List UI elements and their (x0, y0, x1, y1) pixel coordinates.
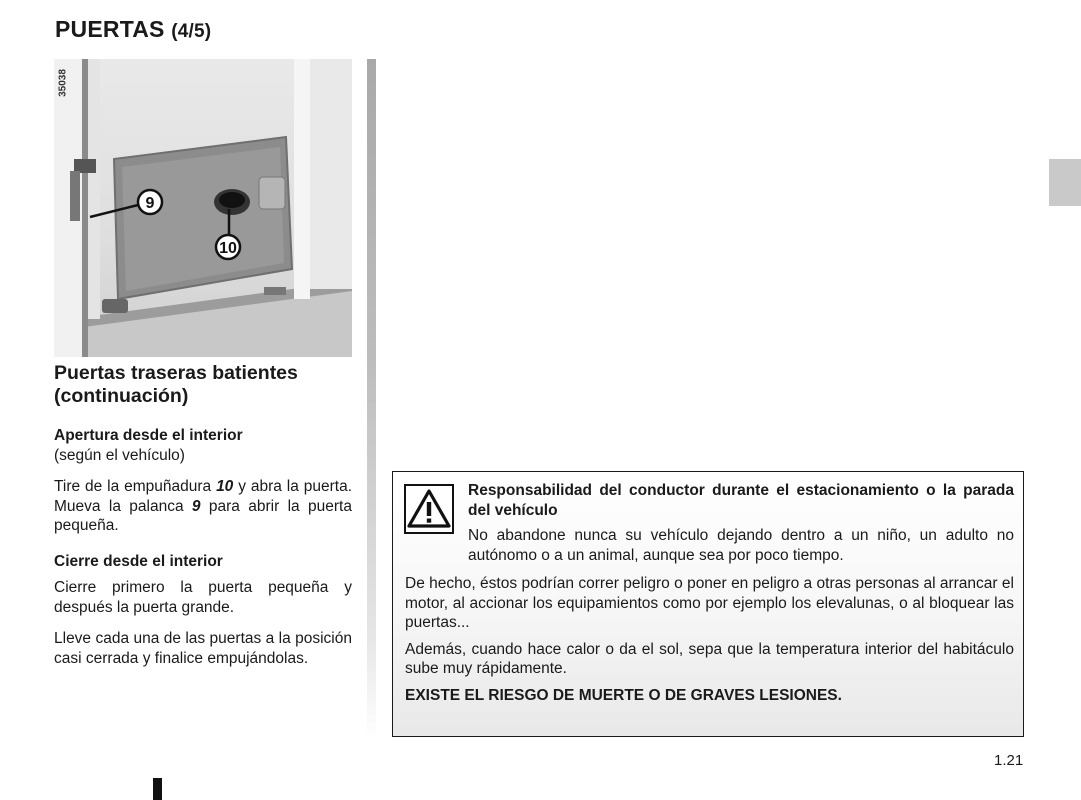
warning-intro: No abandone nunca su vehículo dejando dentro a un niño, un adulto no autónomo o a un animal, aunque sea por poco tiempo. (468, 527, 1014, 564)
closing-paragraph-1: Cierre primero la puerta pequeña y después la puerta grande. (54, 579, 352, 616)
opening-text-a: Tire de la empuñadura (54, 478, 217, 495)
warning-paragraph-1: De hecho, éstos podrían correr peligro o poner en peligro a otras personas al arrancar el motor, al accionar los equipamientos como por ejemplo los elevalunas, o al bloquear las puertas... (405, 575, 1014, 631)
crop-mark (153, 778, 162, 800)
callout-10: 10 (219, 240, 237, 257)
callout-9: 9 (145, 195, 155, 212)
warning-triangle-icon (404, 484, 454, 534)
column-divider (367, 59, 376, 739)
warning-title: Responsabilidad del conductor durante el estacionamiento o la parada del vehículo (468, 482, 1014, 519)
page-title-counter: (4/5) (171, 21, 212, 42)
closing-paragraph-2: Lleve cada una de las puertas a la posición casi cerrada y finalice empujándolas. (54, 630, 352, 667)
opening-title: Apertura desde el interior (54, 427, 243, 444)
warning-box (392, 471, 1024, 737)
page-number: 1.21 (994, 752, 1024, 769)
section-heading-line1: Puertas traseras batientes (54, 362, 298, 384)
warning-body (405, 574, 1014, 712)
door-interior-photo (54, 59, 352, 357)
opening-instructions (54, 477, 352, 536)
opening-text-b: y abra la puerta. Mueva la palanca (54, 478, 352, 515)
section-heading (54, 362, 352, 408)
opening-note: (según el vehículo) (54, 446, 185, 464)
figure-reference-number: 35038 (57, 69, 69, 97)
figure-reference (56, 63, 70, 103)
left-column (54, 362, 352, 668)
warning-danger: EXISTE EL RIESGO DE MUERTE O DE GRAVES LESIONES. (405, 686, 842, 704)
warning-paragraph-2: Además, cuando hace calor o da el sol, sepa que la temperatura interior del habitáculo sube muy rápidamente. (405, 640, 1014, 677)
warning-header (468, 481, 1014, 565)
opening-text-c: para abrir la puerta pequeña. (54, 497, 352, 534)
handle-ref: 10 (216, 478, 234, 495)
closing-title: Cierre desde el interior (54, 552, 223, 570)
lever-ref: 9 (191, 497, 201, 515)
door-illustration (54, 59, 352, 357)
page-title-text: PUERTAS (55, 16, 165, 42)
page-title (55, 16, 211, 43)
section-heading-line2: (continuación) (54, 385, 189, 407)
opening-block (54, 426, 352, 465)
chapter-tab (1049, 159, 1081, 206)
